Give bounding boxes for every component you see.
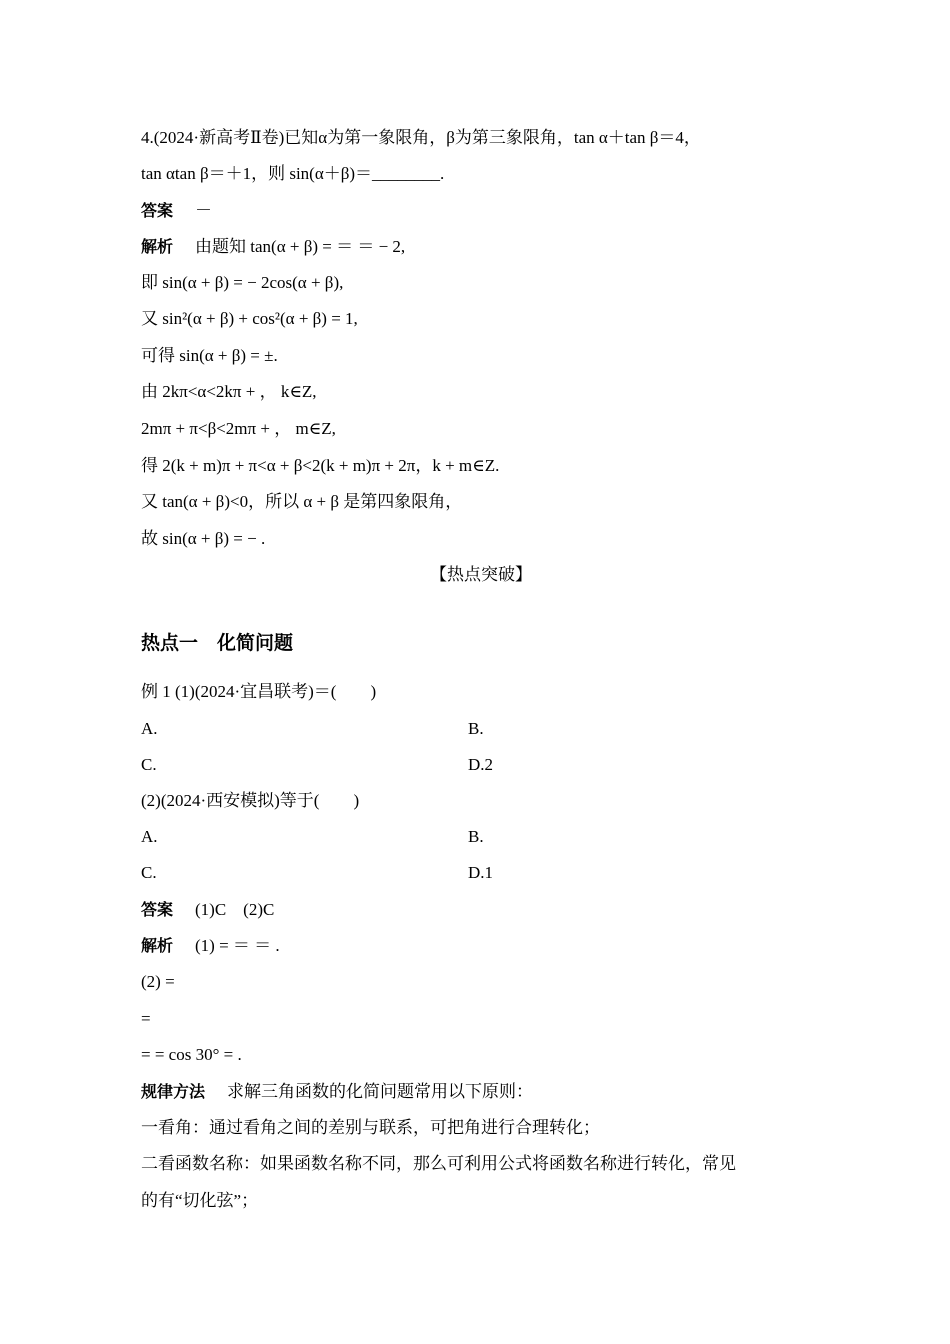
analysis-1-line-8: 故 sin(α + β) = − . <box>141 529 266 548</box>
answer-label: 答案 <box>141 201 174 220</box>
answer-1 <box>141 199 212 223</box>
option-d: D.1 <box>468 863 494 882</box>
analysis-2-line-0 <box>141 934 280 958</box>
answer-label: 答案 <box>141 900 174 919</box>
method-line-2b: 的有“切化弦”； <box>141 1191 259 1210</box>
analysis-2-line-1: (2) = <box>141 972 175 991</box>
section-heading: 热点一 化简问题 <box>141 632 294 654</box>
method-intro <box>141 1080 533 1104</box>
method-line-2a: 二看函数名称：如果函数名称不同，那么可利用公式将函数名称进行转化，常见 <box>141 1154 736 1173</box>
method-line-1: 一看角：通过看角之间的差别与联系，可把角进行合理转化； <box>141 1118 600 1137</box>
answer-value: (1)C (2)C <box>195 900 275 919</box>
option-c: C. <box>141 755 157 774</box>
analysis-label: 解析 <box>141 237 174 256</box>
analysis-1-line-1: 即 sin(α + β) = − 2cos(α + β), <box>141 273 344 292</box>
method-label: 规律方法 <box>141 1082 206 1101</box>
option-b: B. <box>468 827 484 846</box>
option-c: C. <box>141 863 157 882</box>
question-4-line-1: 4.(2024·新高考Ⅱ卷)已知α为第一象限角，β为第三象限角，tan α＋tan β＝4， <box>141 128 701 147</box>
option-b: B. <box>468 719 484 738</box>
analysis-2-line-2: = <box>141 1009 151 1028</box>
analysis-1-line-6: 得 2(k + m)π + π<α + β<2(k + m)π + 2π，k + m∈Z. <box>141 456 500 475</box>
example-1-part-1-stem: 例 1 (1)(2024·宜昌联考)＝( ) <box>141 682 377 701</box>
method-text: 求解三角函数的化简问题常用以下原则： <box>227 1082 534 1101</box>
answer-value: － <box>195 201 213 220</box>
analysis-1-line-0 <box>141 235 405 259</box>
analysis-label: 解析 <box>141 936 174 955</box>
analysis-1-line-4: 由 2kπ<α<2kπ + ， k∈Z, <box>141 382 317 401</box>
example-1-part-2-stem: (2)(2024·西安模拟)等于( ) <box>141 791 360 810</box>
analysis-1-line-3: 可得 sin(α + β) = ±. <box>141 346 278 365</box>
option-a: A. <box>141 827 158 846</box>
analysis-2-line-3: = = cos 30° = . <box>141 1045 242 1064</box>
answer-2 <box>141 898 274 922</box>
analysis-1-line-2: 又 sin²(α + β) + cos²(α + β) = 1, <box>141 309 358 328</box>
analysis-1-line-5: 2mπ + π<β<2mπ + ， m∈Z, <box>141 419 336 438</box>
option-d: D.2 <box>468 755 494 774</box>
analysis-1-line-7: 又 tan(α + β)<0，所以 α + β 是第四象限角， <box>141 492 463 511</box>
question-4-line-2: tan αtan β＝＋1，则 sin(α＋β)＝________. <box>141 164 445 183</box>
analysis-text: 由题知 tan(α + β) = ＝ ＝ − 2, <box>195 237 406 256</box>
section-banner: 【热点突破】 <box>430 565 532 584</box>
analysis-text: (1) = ＝ ＝ . <box>195 936 280 955</box>
option-a: A. <box>141 719 158 738</box>
